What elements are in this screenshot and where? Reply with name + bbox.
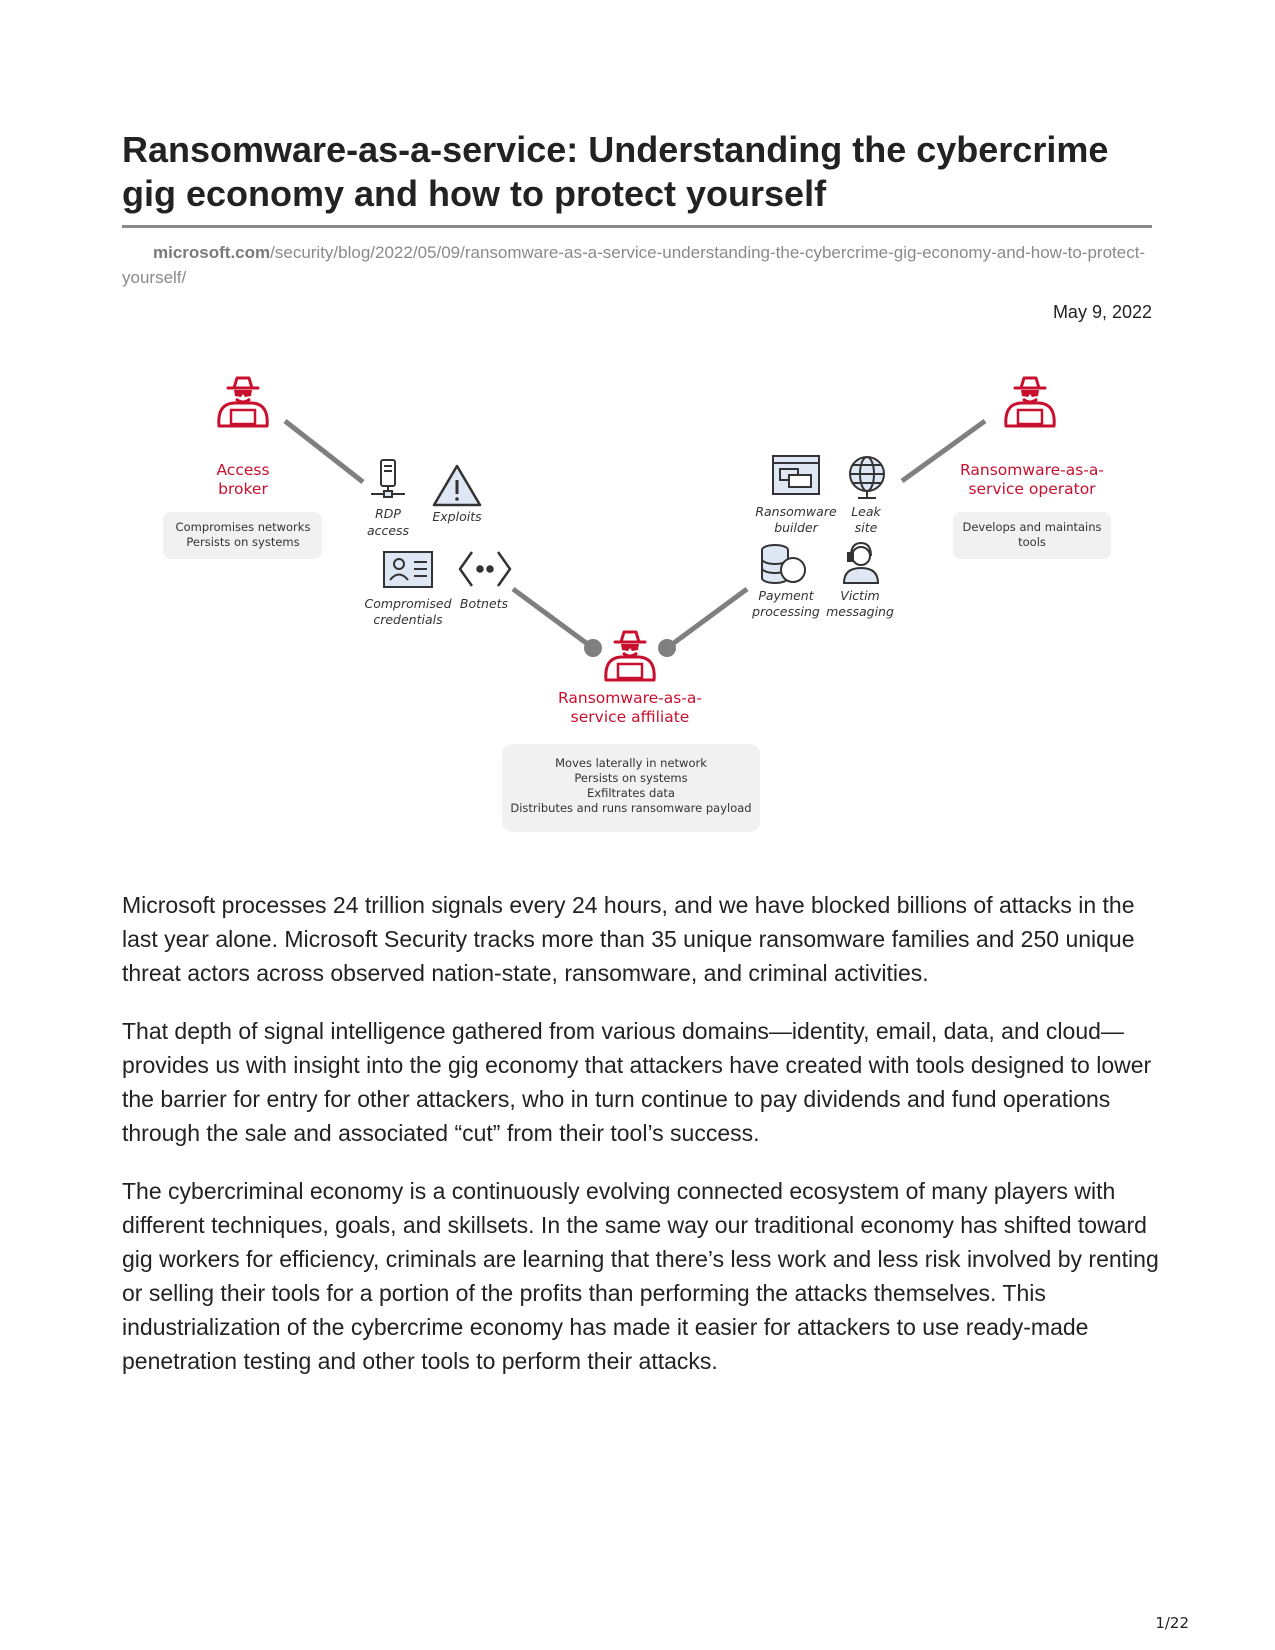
svg-text:messaging: messaging: [826, 604, 894, 619]
svg-text:Ransomware-as-a-: Ransomware-as-a-: [557, 689, 703, 707]
svg-text:Exfiltrates data: Exfiltrates data: [587, 786, 675, 800]
warning-icon: [434, 466, 480, 505]
window-icon: [773, 456, 819, 494]
server-icon: [371, 460, 405, 497]
svg-text:RDP: RDP: [375, 506, 401, 521]
hacker-icon: [606, 632, 654, 680]
svg-text:Ransomware-as-a-: Ransomware-as-a-: [959, 461, 1105, 479]
svg-text:Distributes and runs ransomwar: Distributes and runs ransomware payload: [510, 801, 752, 815]
svg-text:Ransomware: Ransomware: [755, 504, 837, 519]
svg-text:broker: broker: [218, 480, 268, 498]
svg-text:tools: tools: [1018, 535, 1046, 549]
svg-text:Persists on systems: Persists on systems: [186, 535, 300, 549]
source-url[interactable]: [122, 240, 1152, 290]
hacker-icon: [1006, 378, 1054, 426]
svg-text:Payment: Payment: [758, 588, 814, 603]
svg-text:Exploits: Exploits: [432, 509, 482, 524]
raas-diagram: [0, 370, 1275, 840]
article-title: Ransomware-as-a-service: Understanding the cybercrime gig economy and how to protect yourself: [122, 129, 1109, 214]
operator-tools-to-affiliate-line: [667, 589, 747, 648]
url-domain: microsoft.com: [153, 243, 271, 262]
svg-text:builder: builder: [774, 520, 818, 535]
coins-icon: [762, 545, 805, 583]
publish-date: May 9, 2022: [1052, 302, 1152, 322]
broker-to-tools-line: [285, 421, 363, 482]
svg-text:Develops and maintains: Develops and maintains: [962, 520, 1102, 534]
tools-to-affiliate-line: [513, 589, 593, 648]
hacker-icon: [219, 378, 267, 426]
svg-text:Moves laterally in network: Moves laterally in network: [555, 756, 707, 770]
raas-operator: [953, 378, 1111, 559]
paragraph: Microsoft processes 24 trillion signals every 24 hours, and we have blocked billions of attacks in the last year alone. Microsoft Security tracks more than 35 unique ransomware families and 250 unique threat actors across observed nation-state, ransomware, and criminal activities.: [122, 892, 1135, 986]
access-broker: [163, 378, 322, 559]
svg-text:credentials: credentials: [373, 612, 443, 627]
svg-text:Leak: Leak: [851, 504, 881, 519]
svg-text:Victim: Victim: [840, 588, 880, 603]
article-body: [122, 888, 1162, 1402]
svg-text:Persists on systems: Persists on systems: [574, 771, 688, 785]
url-path: /security/blog/2022/05/09/ransomware-as-a-service-understanding-the-cybercrime-gig-economy-and-how-to-protect-yourself/: [122, 243, 1146, 287]
svg-text:site: site: [854, 520, 878, 535]
paragraph: The cybercriminal economy is a continuously evolving connected ecosystem of many players with different techniques, goals, and skillsets. In the same way our traditional economy has shifted toward gig workers for efficiency, criminals are learning that there’s less work and less risk involved by renting or selling their tools for a portion of the profits than performing the attacks themselves. This industrialization of the cybercrime economy has made it easier for attackers to use ready-made penetration testing and other tools to perform their attacks.: [122, 1178, 1159, 1374]
page-number: 1/22: [1155, 1614, 1189, 1632]
svg-text:Compromises networks: Compromises networks: [175, 520, 311, 534]
svg-text:Botnets: Botnets: [459, 596, 509, 611]
svg-text:access: access: [366, 523, 410, 538]
svg-text:Compromised: Compromised: [364, 596, 452, 611]
id-card-icon: [384, 552, 432, 587]
access-tools: [364, 460, 510, 627]
globe-icon: [850, 457, 884, 498]
raas-affiliate: [502, 632, 760, 832]
title-divider: [122, 225, 1152, 228]
svg-text:service operator: service operator: [968, 480, 1096, 498]
svg-text:service affiliate: service affiliate: [570, 708, 690, 726]
paragraph: That depth of signal intelligence gathered from various domains—identity, email, data, and cloud—provides us with insight into the gig economy that attackers have created with tools designed to lower the barrier for entry for other attackers, who in turn continue to pay dividends and fund operations through the sale and associated “cut” from their tool’s success.: [122, 1018, 1152, 1146]
code-brackets-icon: [460, 552, 510, 586]
svg-text:Access: Access: [216, 461, 270, 479]
operator-tools: [751, 456, 894, 619]
person-headset-icon: [844, 543, 878, 583]
svg-text:processing: processing: [752, 604, 820, 619]
